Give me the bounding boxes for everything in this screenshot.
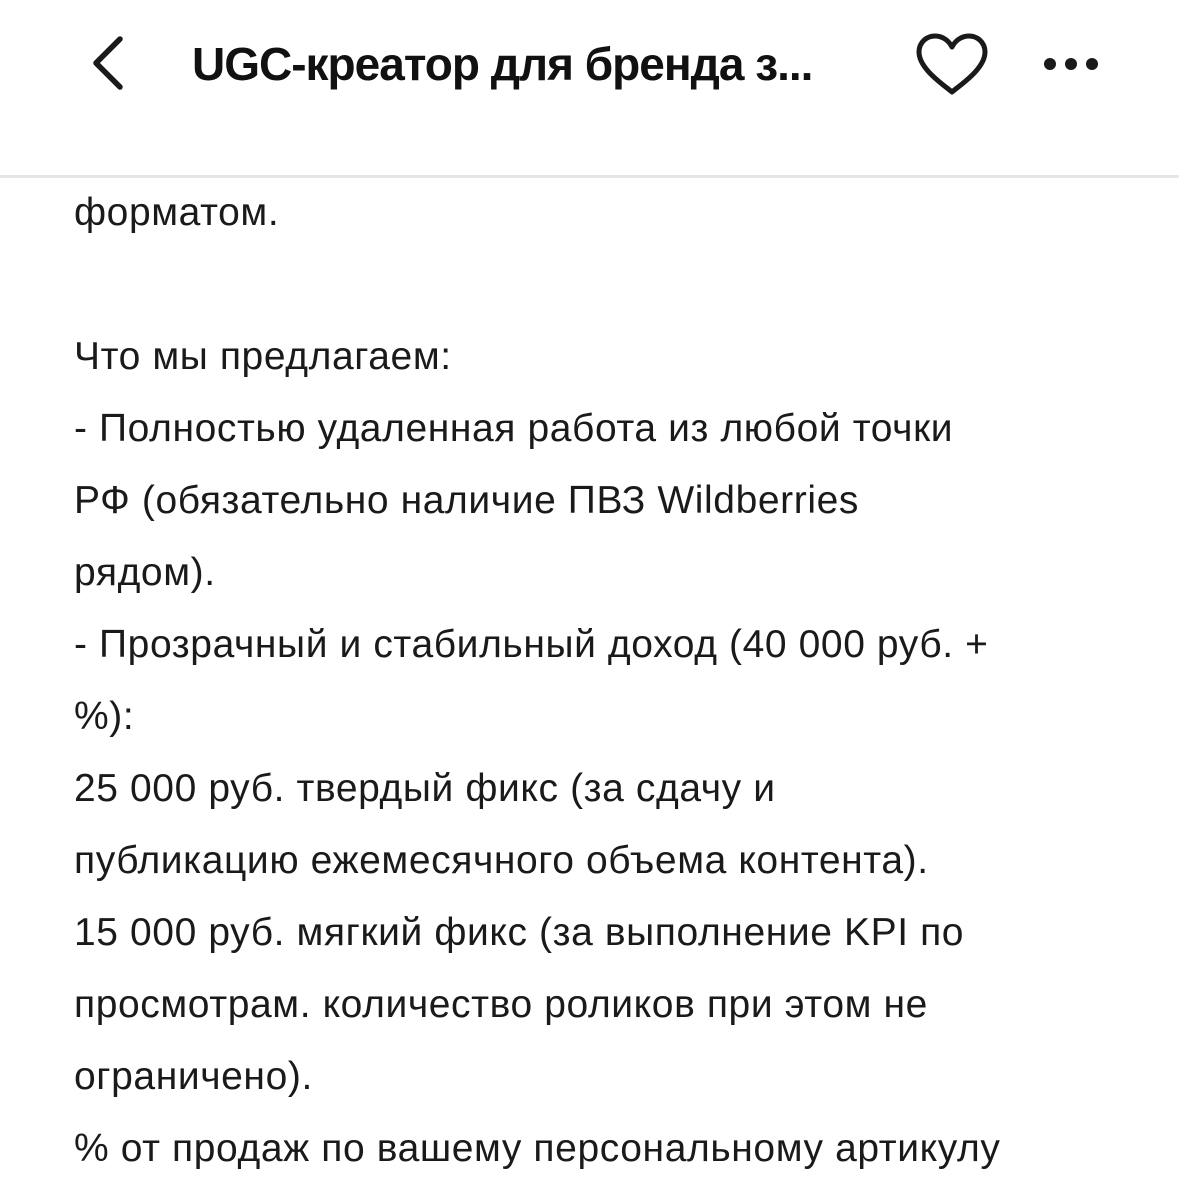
text-line: просмотрам. количество роликов при этом не: [74, 983, 928, 1026]
favorite-button[interactable]: [910, 30, 994, 100]
text-line: публикацию ежемесячного объема контента).: [74, 839, 929, 882]
text-line: %):: [74, 695, 135, 738]
text-line: % от продаж по вашему персональному артикулу: [74, 1127, 1001, 1170]
page-title: UGC-креатор для бренда з...: [192, 38, 813, 90]
heart-outline-icon: [914, 32, 990, 98]
text-line: рядом).: [74, 551, 216, 594]
text-line: ограничено).: [74, 1055, 313, 1098]
text-line: РФ (обязательно наличие ПВЗ Wildberries: [74, 479, 859, 522]
text-line: 25 000 руб. твердый фикс (за сдачу и: [74, 767, 776, 810]
ellipsis-icon: [1041, 54, 1101, 74]
nav-header: [0, 0, 1179, 178]
text-line: - Прозрачный и стабильный доход (40 000 руб. +: [74, 623, 989, 666]
blank-line: [74, 249, 1154, 321]
chevron-left-icon: [88, 35, 128, 91]
more-options-button[interactable]: [1036, 36, 1106, 92]
text-line: - Полностью удаленная работа из любой точки: [74, 407, 954, 450]
back-button[interactable]: [78, 30, 138, 96]
text-line: форматом.: [74, 191, 280, 234]
vacancy-description: [74, 181, 1154, 1179]
section-heading: Что мы предлагаем:: [74, 335, 452, 378]
text-line: 15 000 руб. мягкий фикс (за выполнение KPI по: [74, 911, 965, 954]
